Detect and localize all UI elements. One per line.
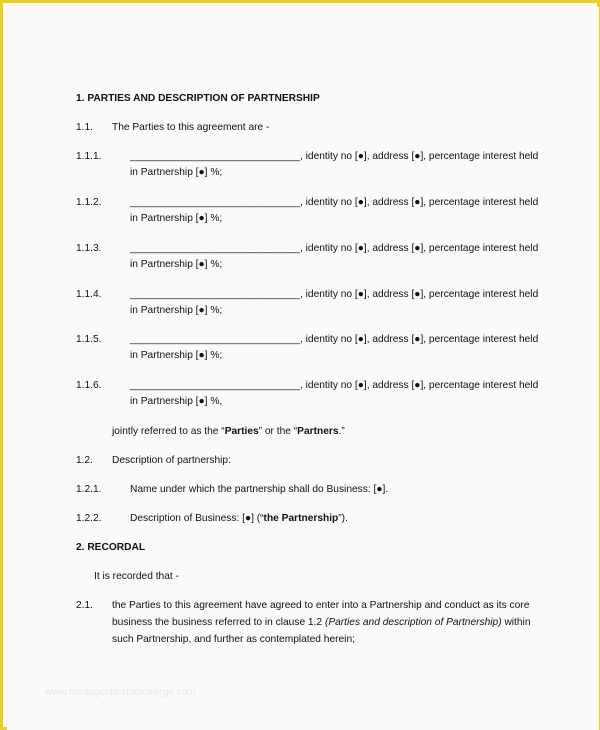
- clause-1-1-number: 1.1.: [76, 122, 93, 133]
- party-line: in Partnership [●] %;: [130, 213, 223, 224]
- section-2-heading: 2. RECORDAL: [76, 542, 146, 553]
- jointly-mid: ” or the “: [258, 426, 298, 437]
- party-number: 1.1.1.: [76, 151, 102, 162]
- party-line: ______________________________, identity no [●], address [●], percentage interest held: [130, 289, 539, 300]
- term-the-partnership: the Partnership: [263, 513, 339, 524]
- clause-2-1-line2-pre: business the business referred to in clause 1.2: [112, 617, 325, 628]
- clause-2-1-line: such Partnership, and further as contemplated herein;: [112, 634, 355, 645]
- clause-2-1-line: [112, 617, 531, 629]
- party-line: ______________________________, identity no [●], address [●], percentage interest held: [130, 380, 539, 391]
- party-line: ______________________________, identity no [●], address [●], percentage interest held: [130, 151, 539, 162]
- jointly-post: .”: [338, 426, 345, 437]
- party-line: ______________________________, identity no [●], address [●], percentage interest held: [130, 334, 539, 345]
- recordal-intro: It is recorded that -: [94, 571, 179, 582]
- document-page: [7, 7, 599, 730]
- jointly-pre: jointly referred to as the “: [112, 426, 225, 437]
- clause-1-2-2-post: ”).: [338, 513, 348, 524]
- watermark: www.heritagechristiancollege.com: [45, 687, 196, 698]
- party-number: 1.1.2.: [76, 197, 102, 208]
- party-line: in Partnership [●] %;: [130, 350, 223, 361]
- jointly-referred-text: [112, 426, 345, 438]
- clause-1-2-2-pre: Description of Business: [●] (“: [130, 513, 264, 524]
- clause-1-2-number: 1.2.: [76, 455, 93, 466]
- party-line: in Partnership [●] %;: [130, 167, 223, 178]
- clause-1-2-1-text: Name under which the partnership shall do Business: [●].: [130, 484, 389, 495]
- clause-1-2-2-text: [130, 513, 348, 525]
- party-number: 1.1.4.: [76, 289, 102, 300]
- party-number: 1.1.6.: [76, 380, 102, 391]
- party-line: in Partnership [●] %;: [130, 259, 223, 270]
- party-number: 1.1.3.: [76, 243, 102, 254]
- clause-2-1-line2-post: within: [501, 617, 531, 628]
- clause-1-2-2-number: 1.2.2.: [76, 513, 102, 524]
- clause-2-1-number: 2.1.: [76, 600, 93, 611]
- party-line: in Partnership [●] %,: [130, 396, 223, 407]
- clause-2-1-line: the Parties to this agreement have agreed to enter into a Partnership and conduct as its core: [112, 600, 530, 611]
- party-line: in Partnership [●] %;: [130, 305, 223, 316]
- party-line: ______________________________, identity no [●], address [●], percentage interest held: [130, 243, 539, 254]
- party-number: 1.1.5.: [76, 334, 102, 345]
- clause-1-2-text: Description of partnership:: [112, 455, 231, 466]
- clause-1-2-1-number: 1.2.1.: [76, 484, 102, 495]
- party-line: ______________________________, identity no [●], address [●], percentage interest held: [130, 197, 539, 208]
- term-parties: Parties: [224, 426, 259, 437]
- term-partners: Partners: [297, 426, 339, 437]
- clause-reference: (Parties and description of Partnership): [324, 617, 502, 628]
- section-1-heading: 1. PARTIES AND DESCRIPTION OF PARTNERSHIP: [76, 93, 320, 104]
- clause-1-1-text: The Parties to this agreement are -: [112, 122, 270, 133]
